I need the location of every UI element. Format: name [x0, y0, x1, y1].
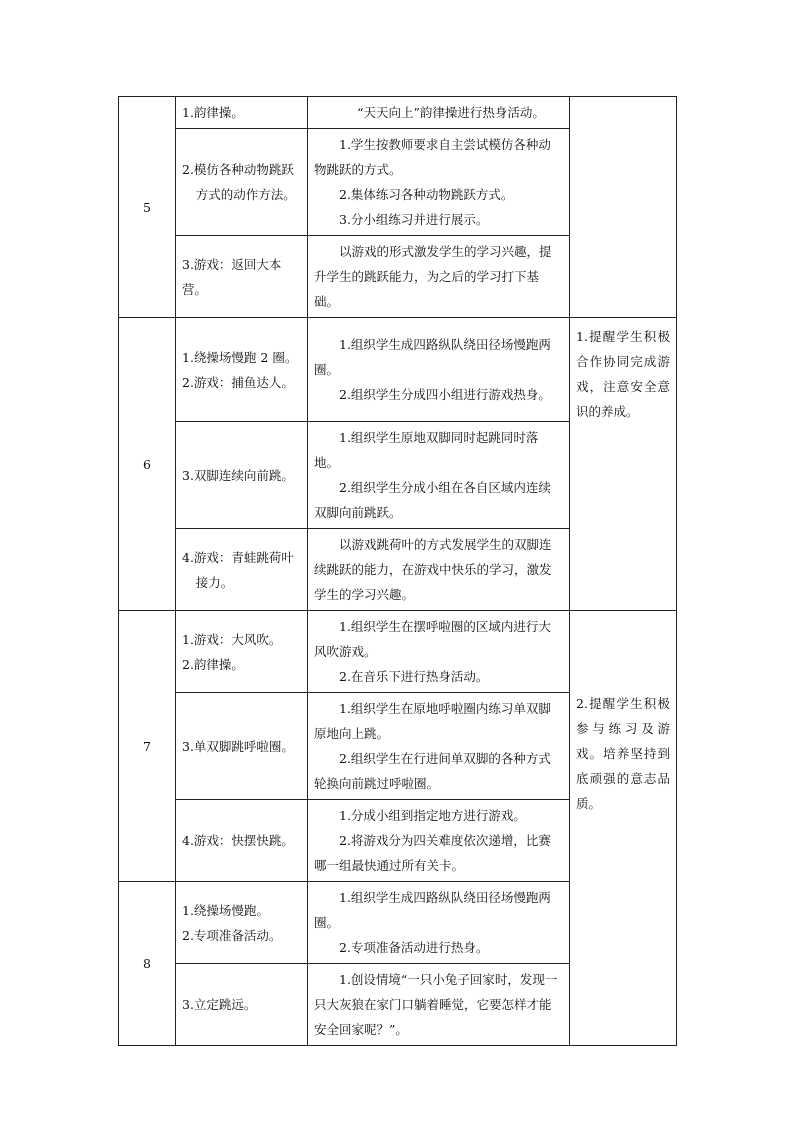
- method-cell: 以游戏的形式激发学生的学习兴趣，提升学生的跳跃能力，为之后的学习打下基础。: [308, 236, 570, 318]
- remark-cell-empty: [570, 97, 677, 318]
- content-cell: 3.游戏：返回大本营。: [176, 236, 308, 318]
- content-cell: 1.韵律操。: [176, 97, 308, 129]
- lesson-number-8: 8: [119, 882, 176, 1046]
- content-cell: 4.游戏：青蛙跳荷叶接力。: [176, 529, 308, 611]
- method-cell: “天天向上”韵律操进行热身活动。: [308, 97, 570, 129]
- method-cell: 1.组织学生成四路纵队绕田径场慢跑两圈。 2.组织学生分成四小组进行游戏热身。: [308, 318, 570, 422]
- method-cell: 1.组织学生在摆呼啦圈的区域内进行大风吹游戏。 2.在音乐下进行热身活动。: [308, 611, 570, 693]
- content-cell: 1.游戏：大风吹。 2.韵律操。: [176, 611, 308, 693]
- method-cell: 以游戏跳荷叶的方式发展学生的双脚连续跳跃的能力，在游戏中快乐的学习，激发学生的学习兴趣。: [308, 529, 570, 611]
- method-cell: 1.分成小组到指定地方进行游戏。 2.将游戏分为四关难度依次递增，比赛哪一组最快通过所有关卡。: [308, 800, 570, 882]
- content-cell: 3.立定跳远。: [176, 964, 308, 1046]
- content-cell: 4.游戏：快摆快跳。: [176, 800, 308, 882]
- method-cell: 1.组织学生原地双脚同时起跳同时落地。 2.组织学生分成小组在各自区域内连续双脚向前跳跃。: [308, 422, 570, 529]
- method-cell: 1.学生按教师要求自主尝试模仿各种动物跳跃的方式。 2.集体练习各种动物跳跃方式。 3.分小组练习并进行展示。: [308, 129, 570, 236]
- content-cell: 2.模仿各种动物跳跃方式的动作方法。: [176, 129, 308, 236]
- method-cell: 1.组织学生成四路纵队绕田径场慢跑两圈。 2.专项准备活动进行热身。: [308, 882, 570, 964]
- method-cell: 1.创设情境“一只小兔子回家时，发现一只大灰狼在家门口躺着睡觉，它要怎样才能安全回家呢？”。: [308, 964, 570, 1046]
- content-cell: 3.单双脚跳呼啦圈。: [176, 693, 308, 800]
- method-cell: 1.组织学生在原地呼啦圈内练习单双脚原地向上跳。 2.组织学生在行进间单双脚的各种方式轮换向前跳过呼啦圈。: [308, 693, 570, 800]
- content-cell: 1.绕操场慢跑。 2.专项准备活动。: [176, 882, 308, 964]
- lesson-number-5: 5: [119, 97, 176, 318]
- lesson-number-7: 7: [119, 611, 176, 882]
- remark-1: 1.提醒学生积极合作协同完成游戏，注意安全意识的养成。: [570, 318, 677, 611]
- content-cell: 1.绕操场慢跑 2 圈。 2.游戏：捕鱼达人。: [176, 318, 308, 422]
- lesson-plan-table: [118, 96, 677, 1046]
- content-cell: 3.双脚连续向前跳。: [176, 422, 308, 529]
- lesson-number-6: 6: [119, 318, 176, 611]
- remark-2: 2.提醒学生积极参与练习及游戏。培养坚持到底顽强的意志品质。: [570, 611, 677, 1046]
